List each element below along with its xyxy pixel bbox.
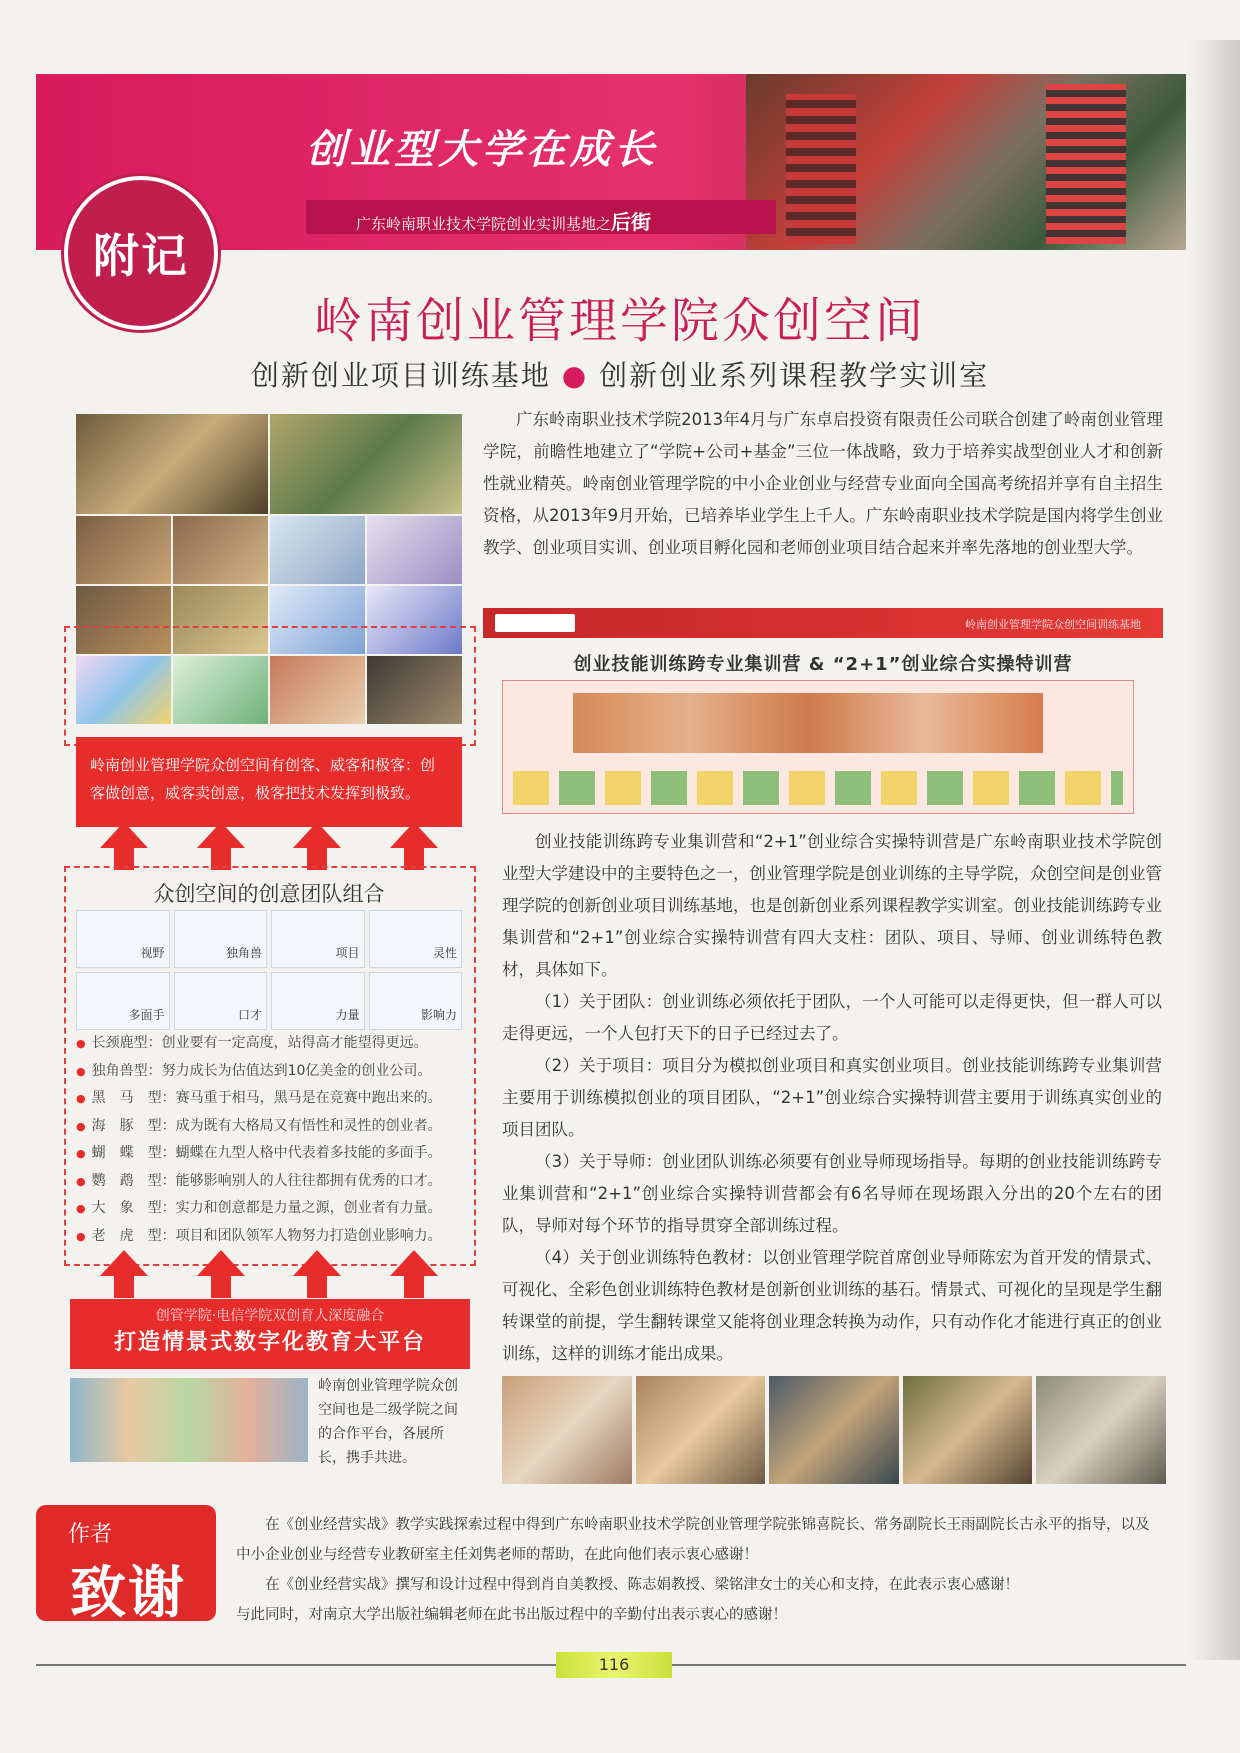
training-photo-row [502,1376,1166,1484]
up-arrow-icon [197,1250,245,1276]
team-card-label: 项目 [335,946,360,960]
thanks-paragraph: 在《创业经营实战》教学实践探索过程中得到广东岭南职业技术学院创业管理学院张锦喜院长、常务副院长王雨副院长古永平的指导，以及中小企业创业与经营专业教研室主任刘隽老师的帮助，在此向他们表示衷心感谢！ [236,1517,1150,1563]
training-base-bar [483,608,1163,638]
thanks-label-small: 作者 [68,1522,113,1547]
page-subtitle [0,354,1240,394]
team-card-label: 影响力 [420,1008,457,1022]
banner-subtitle-text: 广东岭南职业技术学院创业实训基地之 [356,215,612,233]
training-photo [636,1376,766,1484]
team-card-unicorn [174,910,268,968]
thanks-paragraph: 在《创业经营实战》撰写和设计过程中得到肖自美教授、陈志娟教授、梁铭津女士的关心和支持，在此表示衷心感谢！ [265,1577,1019,1593]
team-type-list [76,1030,472,1250]
training-photo [769,1376,899,1484]
training-photo [502,1376,632,1484]
team-card-label: 力量 [335,1008,360,1022]
acknowledgement-text [236,1510,1156,1630]
list-item: ● 黑 马 型：赛马重于相马，黑马是在竞赛中跑出来的。 [76,1085,472,1113]
team-card-label: 口才 [237,1008,262,1022]
platform-line-1: 创管学院·电信学院双创育人深度融合 [155,1308,385,1324]
workspace-photo [270,414,462,514]
ai-poster-tile [270,516,365,584]
photo-tile [173,516,268,584]
body-paragraph: 创业技能训练跨专业集训营和“2+1”创业综合实操特训营是广东岭南职业技术学院创业型大学建设中的主要特色之一，创业管理学院是创业训练的主导学院，众创空间是创业管理学院的创新创业项目训练基地，也是创新创业系列课程教学实训室。创业技能训练跨专业集训营和“2+1”创业综合实操特训营有四大支柱：团队、项目、导师、创业训练特色教材，具体如下。 [502,832,1162,979]
up-arrow-icon [390,1250,438,1276]
author-thanks-badge [36,1505,216,1626]
page-title: 岭南创业管理学院众创空间 [313,293,926,349]
collage-dashed-frame [64,626,476,746]
intro-paragraph: 广东岭南职业技术学院2013年4月与广东卓启投资有限责任公司联合创建了岭南创业管理学院，前瞻性地建立了“学院+公司+基金”三位一体战略，致力于培养实战型创业人才和创新性就业精英。岭南创业管理学院的中小企业创业与经营专业面向全国高考统招并享有自主招生资格，从2013年9月开始，已培养毕业学生上千人。广东岭南职业技术学院是国内将学生创业教学、创业项目实训、创业项目孵化园和老师创业项目结合起来并率先落地的创业型大学。 [483,410,1163,557]
camp-icon-strip [513,771,1123,805]
list-item: ● 老 虎 型：项目和团队领军人物努力打造创业影响力。 [76,1223,472,1251]
blockchain-poster-tile [367,516,462,584]
camp-diagram-image [502,680,1134,814]
page-number: 116 [556,1652,672,1678]
subtitle-right: 创新创业系列课程教学实训室 [599,359,990,392]
banner-title: 创业型大学在成长 [306,127,658,173]
photo-tile [76,516,171,584]
list-item: ● 蝴 蝶 型：蝴蝶在九型人格中代表着多技能的多面手。 [76,1140,472,1168]
campus-street-photo [746,74,1186,250]
team-card-tiger [369,972,463,1030]
training-photo [1036,1376,1166,1484]
team-card-label: 独角兽 [225,946,262,960]
list-item: ● 独角兽型：努力成长为估值达到10亿美金的创业公司。 [76,1058,472,1086]
team-card-parrot [174,972,268,1030]
up-arrows-row [76,822,462,870]
banner-subtitle-bold: 后街 [611,210,652,234]
team-card-butterfly [76,972,170,1030]
school-logo [495,614,575,632]
list-item: ● 鹦 鹉 型：能够影响别人的人往往都拥有优秀的口才。 [76,1168,472,1196]
binding-shadow [1188,40,1240,1660]
platform-line-2: 打造情景式数字化教育大平台 [113,1330,426,1355]
list-item: ● 海 豚 型：成为既有大格局又有悟性和灵性的创业者。 [76,1113,472,1141]
team-card-grid [76,910,462,1030]
body-paragraph: （2）关于项目：项目分为模拟创业项目和真实创业项目。创业技能训练跨专业集训营主要用于训练模拟创业的项目团队，“2+1”创业综合实操特训营主要用于训练真实创业的项目团队。 [502,1056,1162,1139]
body-paragraph: （4）关于创业训练特色教材：以创业管理学院首席创业导师陈宏为首开发的情景式、可视化、全彩色创业训练特色教材是创新创业训练的基石。情景式、可视化的呈现是学生翻转课堂的前提，学生翻转课堂又能将创业理念转换为动作，只有动作化才能进行真正的创业训练，这样的训练才能出成果。 [502,1248,1162,1363]
thanks-paragraph: 与此同时，对南京大学出版社编辑老师在此书出版过程中的辛勤付出表示衷心的感谢！ [236,1607,787,1623]
team-card-elephant [271,972,365,1030]
team-card-giraffe [76,910,170,968]
up-arrow-icon [390,822,438,848]
body-text-block [502,826,1162,1370]
team-card-label: 灵性 [432,946,457,960]
subtitle-dot: ● [561,359,589,392]
intro-paragraph-block [483,404,1163,564]
up-arrow-icon [293,822,341,848]
cooperation-note: 岭南创业管理学院众创空间也是二级学院之间的合作平台，各展所长，携手共进。 [318,1378,458,1466]
body-paragraph: （3）关于导师：创业团队训练必须要有创业导师现场指导。每期的创业技能训练跨专业集训营和“2+1”创业综合实操特训营都会有6名导师在现场跟入分出的20个左右的团队，导师对每个环节的指导贯穿全部训练过程。 [502,1152,1162,1235]
team-section-title: 众创空间的创意团队组合 [153,882,385,906]
platform-banner [70,1299,470,1369]
up-arrow-icon [100,1250,148,1276]
horses-painting [573,693,1043,753]
team-card-horse [271,910,365,968]
cooperation-map-image [70,1378,308,1462]
team-card-label: 视野 [140,946,165,960]
exhibit-photo [76,414,268,514]
maker-description-box: 岭南创业管理学院众创空间有创客、威客和极客：创客做创意，威客卖创意，极客把技术发挥到极致。 [76,737,462,827]
up-arrow-icon [100,822,148,848]
list-item: ● 长颈鹿型：创业要有一定高度，站得高才能望得更远。 [76,1030,472,1058]
appendix-badge: 附记 [64,176,218,330]
subtitle-left: 创新创业项目训练基地 [250,359,551,392]
banner-subtitle [356,206,651,235]
up-arrow-icon [293,1250,341,1276]
team-card-dolphin [369,910,463,968]
body-paragraph: （1）关于团队：创业训练必须依托于团队，一个人可能可以走得更快，但一群人可以走得更远，一个人包打天下的日子已经过去了。 [502,992,1162,1043]
thanks-label-big: 致谢 [70,1561,186,1626]
list-item: ● 大 象 型：实力和创意都是力量之源，创业者有力量。 [76,1195,472,1223]
camp-title: 创业技能训练跨专业集训营 & “2+1”创业综合实操特训营 [573,654,1073,675]
training-photo [903,1376,1033,1484]
training-base-bar-text: 岭南创业管理学院众创空间训练基地 [965,618,1141,631]
team-card-label: 多面手 [128,1008,165,1022]
up-arrow-icon [197,822,245,848]
up-arrows-row-lower [76,1250,462,1298]
